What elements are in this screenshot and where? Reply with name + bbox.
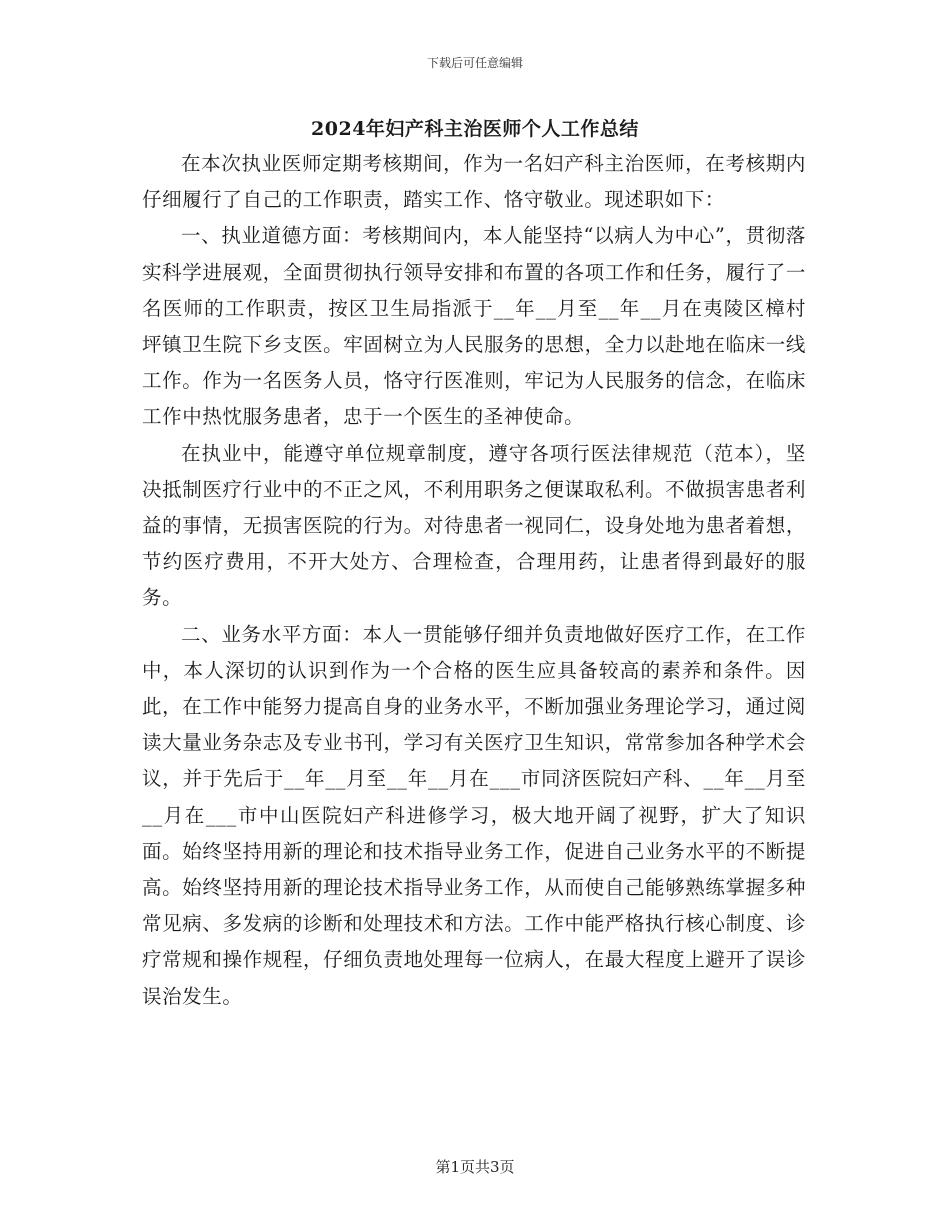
page-number: 第1页共3页 <box>435 1158 515 1176</box>
paragraph-professional-level: 二、业务水平方面：本人一贯能够仔细并负责地做好医疗工作，在工作中，本人深切的认识到作为一个合格的医生应具备较高的素养和条件。因此，在工作中能努力提高自身的业务水平，不断加强业务理论学习，通过阅读大量业务杂志及专业书刊，学习有关医疗卫生知识，常常参加各种学术会议，并于先后于__年__月至__年__月在___市同济医院妇产科、__年__月至__月在___市中山医院妇产科进修学习，极大地开阔了视野，扩大了知识面。始终坚持用新的理论和技术指导业务工作，促进自己业务水平的不断提高。始终坚持用新的理论技术指导业务工作，从而使自己能够熟练掌握多种常见病、多发病的诊断和处理技术和方法。工作中能严格执行核心制度、诊疗常规和操作规程，仔细负责地处理每一位病人，在最大程度上避开了误诊误治发生。 <box>142 622 806 1008</box>
document-body <box>142 146 806 1015</box>
paragraph-intro: 在本次执业医师定期考核期间，作为一名妇产科主治医师，在考核期内仔细履行了自己的工作职责，踏实工作、恪守敬业。现述职如下： <box>142 152 806 212</box>
paragraph-conduct: 在执业中，能遵守单位规章制度，遵守各项行医法律规范（范本），坚决抵制医疗行业中的不正之风，不利用职务之便谋取私利。不做损害患者利益的事情，无损害医院的行为。对待患者一视同仁，设身处地为患者着想，节约医疗费用，不开大处方、合理检查，合理用药，让患者得到最好的服务。 <box>142 441 806 610</box>
document-title: 2024年妇产科主治医师个人工作总结 <box>311 118 639 140</box>
header-note: 下载后可任意编辑 <box>426 56 523 70</box>
paragraph-ethics: 一、执业道德方面：考核期间内，本人能坚持“以病人为中心”，贯彻落实科学进展观，全面贯彻执行领导安排和布置的各项工作和任务，履行了一名医师的工作职责，按区卫生局指派于__年__月至__年__月在夷陵区樟村坪镇卫生院下乡支医。牢固树立为人民服务的思想，全力以赴地在临床一线工作。作为一名医务人员，恪守行医准则，牢记为人民服务的信念，在临床工作中热忱服务患者，忠于一个医生的圣神使命。 <box>142 224 806 429</box>
